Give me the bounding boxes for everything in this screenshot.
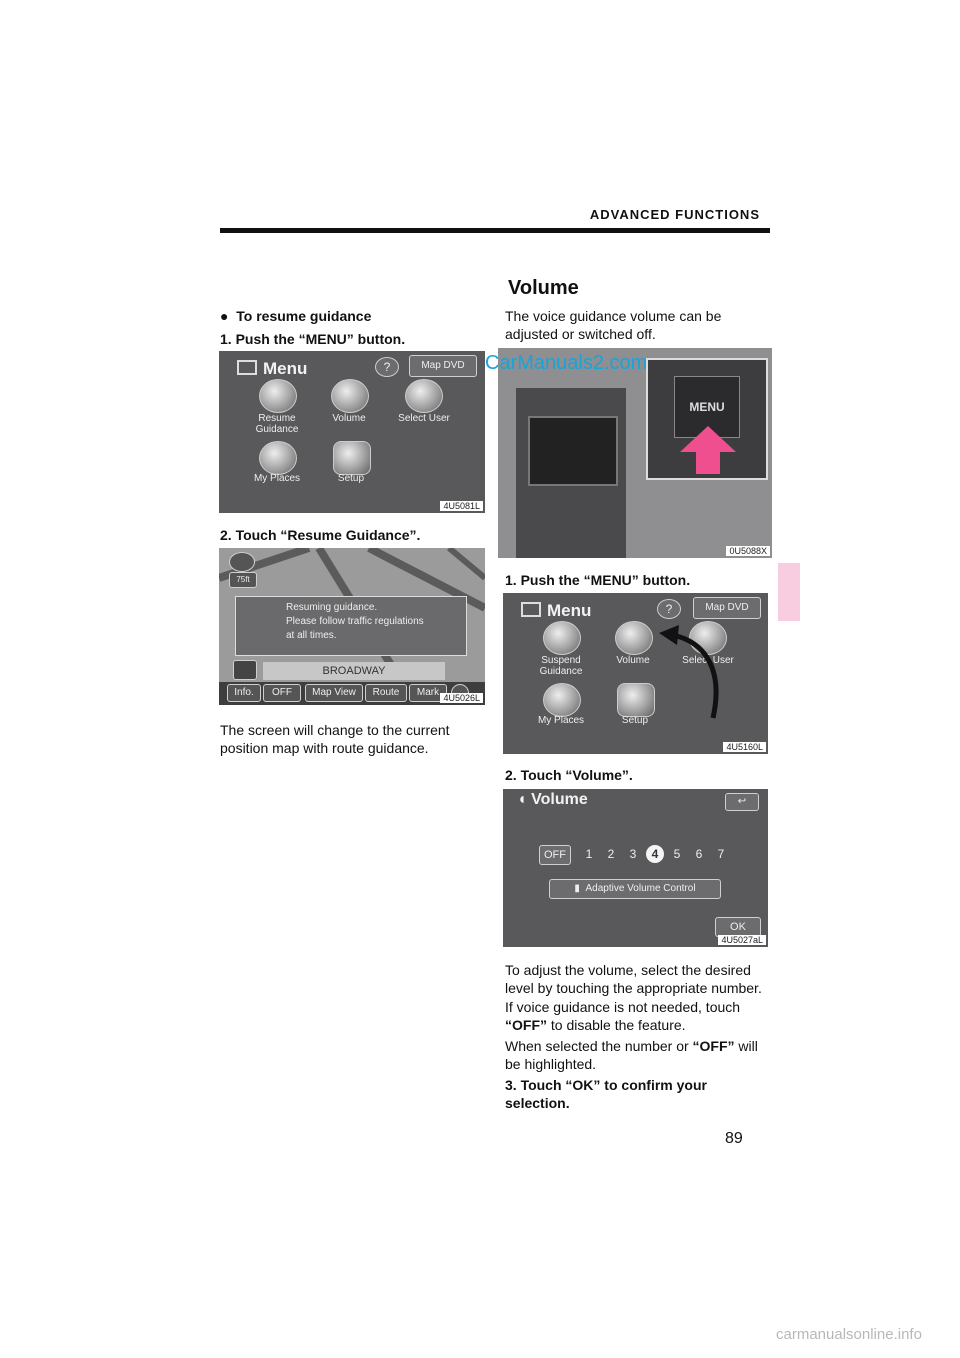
volume-level-6[interactable]: 6 [695,847,703,861]
footer-watermark: carmanualsonline.info [776,1326,922,1343]
volume-off-button[interactable]: OFF [539,845,571,865]
left-after-text: The screen will change to the current position map with route guidance. [220,722,450,756]
select-user-icon[interactable] [405,379,443,413]
volume-level-5[interactable]: 5 [673,847,681,861]
figure-code: 4U5160L [723,742,766,752]
back-icon[interactable]: ↩ [725,793,759,811]
header-rule [220,228,770,233]
chapter-tab [778,563,800,621]
volume-icon[interactable] [331,379,369,413]
menu-title: Menu [237,359,307,379]
menu-closeup [646,358,768,480]
my-places-icon[interactable] [259,441,297,475]
map-dvd-button[interactable]: Map DVD [409,355,477,377]
figure-code: 0U5088X [726,546,770,556]
paragraph-3: When selected the number or “OFF” will be highlighted. [505,1038,758,1072]
map-dvd-button[interactable]: Map DVD [693,597,761,619]
volume-level-7[interactable]: 7 [717,847,725,861]
select-user-label: Select User [398,413,450,424]
route-button[interactable]: Route [365,684,407,702]
my-places-icon[interactable] [543,683,581,717]
resume-guidance-label: Resume Guidance [255,413,299,435]
volume-screen-title: ◖ Volume [517,791,588,808]
map-view-button[interactable]: Map View [305,684,363,702]
indicator-icon: ▮ [574,883,586,894]
volume-label: Volume [332,413,366,424]
help-button[interactable]: ? [657,599,681,619]
paragraph-1: To adjust the volume, select the desired level by touching the appropriate number. [505,962,762,996]
ok-button[interactable]: OK [715,917,761,937]
select-user-label: Select User [682,655,734,666]
figure-code: 4U5026L [440,693,483,703]
street-name: BROADWAY [263,662,445,680]
mark-button[interactable]: Mark [409,684,447,702]
display-screen [528,416,618,486]
setup-label: Setup [621,715,649,726]
volume-level-1[interactable]: 1 [585,847,593,861]
scale-indicator[interactable]: 75ft [229,572,257,588]
left-step-2: 2. Touch “Resume Guidance”. [220,527,421,543]
left-step-1: 1. Push the “MENU” button. [220,331,406,347]
right-step-3: 3. Touch “OK” to confirm your selection. [505,1077,707,1111]
right-step-1: 1. Push the “MENU” button. [505,572,691,588]
figure-code: 4U5081L [440,501,483,511]
adaptive-volume-control-button[interactable]: ▮ Adaptive Volume Control [549,879,721,899]
section-title: Volume [508,277,579,299]
volume-level-3[interactable]: 3 [629,847,637,861]
setup-icon[interactable] [333,441,371,475]
watermark: CarManuals2.com [485,352,648,374]
suspend-guidance-icon[interactable] [543,621,581,655]
map-screen-figure-2 [219,548,485,705]
intro-text: The voice guidance volume can be adjusted or switched off. [505,308,722,342]
volume-screen-figure-4 [503,789,768,947]
curved-arrow-icon [653,623,733,723]
section-header: ADVANCED FUNCTIONS [589,207,760,222]
setup-label: Setup [337,473,365,484]
page-number: 89 [725,1130,743,1147]
menu-screen-figure-3 [503,593,768,754]
resume-guidance-icon[interactable] [259,379,297,413]
volume-icon[interactable] [615,621,653,655]
paragraph-2: If voice guidance is not needed, touch “OFF” to disable the feature. [505,999,741,1033]
home-icon[interactable] [233,660,257,680]
speaker-icon: ◖ [517,791,532,808]
figure-code: 4U5027aL [718,935,766,945]
bullet-heading: ● To resume guidance [220,308,372,324]
volume-level-2[interactable]: 2 [607,847,615,861]
resuming-message: Resuming guidance. Please follow traffic regulations at all times. [235,596,467,656]
menu-title: Menu [521,601,591,621]
my-places-label: My Places [253,473,301,484]
info-button[interactable]: Info. [227,684,261,702]
suspend-guidance-label: Suspend Guidance [539,655,583,677]
menu-screen-figure-1 [219,351,485,513]
help-button[interactable]: ? [375,357,399,377]
volume-label: Volume [616,655,650,666]
compass-icon[interactable] [229,552,255,572]
setup-icon[interactable] [617,683,655,717]
off-button[interactable]: OFF [263,684,301,702]
right-step-2: 2. Touch “Volume”. [505,767,633,783]
menu-hard-button[interactable]: MENU [674,376,740,438]
bullet-icon: ● [220,308,237,324]
volume-level-4-selected[interactable]: 4 [646,845,664,863]
pink-arrow-icon [678,426,738,476]
my-places-label: My Places [537,715,585,726]
dashboard-photo [498,348,772,558]
